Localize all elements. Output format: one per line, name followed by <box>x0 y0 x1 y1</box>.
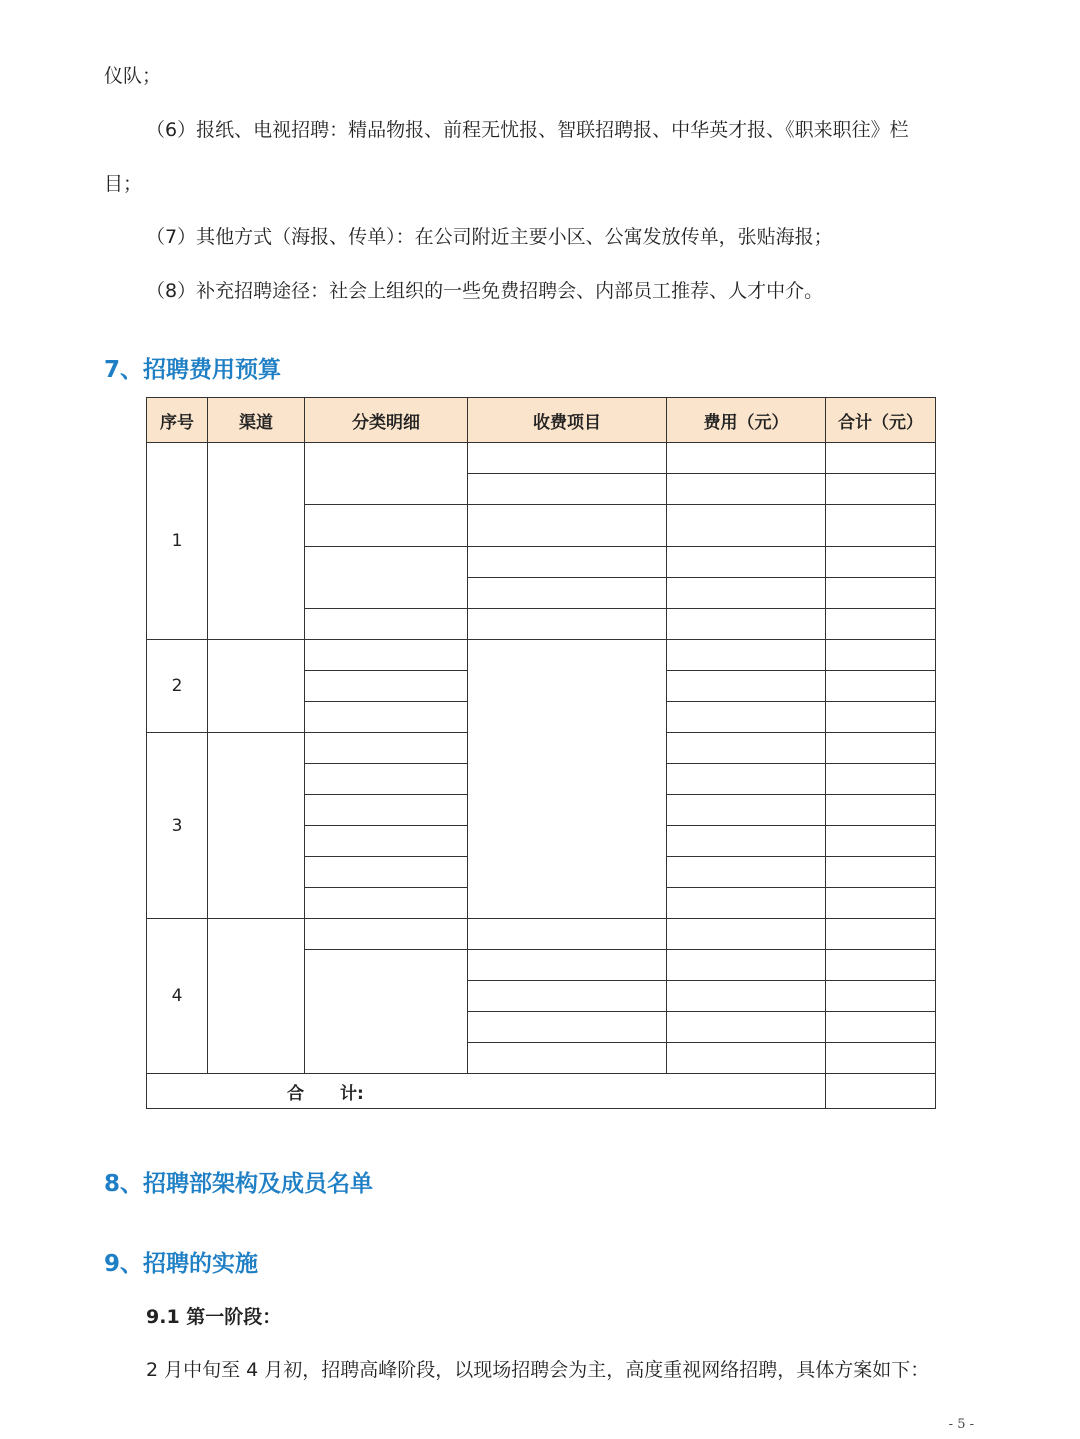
subtotal-cell <box>826 702 936 733</box>
paragraph-newspaper-tv-end: 目； <box>104 173 143 195</box>
subtotal-cell <box>826 826 936 857</box>
paragraph-newspaper-tv: （6）报纸、电视招聘：精品物报、前程无忧报、智联招聘报、中华英才报、《职来职往》栏 <box>146 119 909 141</box>
col-header-channel: 渠道 <box>208 398 305 443</box>
fee-item-cell <box>468 1012 667 1043</box>
group-number: 4 <box>147 919 208 1074</box>
table-total-row <box>147 1074 936 1109</box>
col-header-cost: 费用（元） <box>667 398 826 443</box>
cost-cell <box>667 1012 826 1043</box>
table-row <box>147 443 936 474</box>
cost-cell <box>667 505 826 547</box>
subtotal-cell <box>826 981 936 1012</box>
col-header-subtotal: 合计（元） <box>826 398 936 443</box>
category-cell <box>305 857 468 888</box>
subtotal-cell <box>826 857 936 888</box>
category-cell <box>305 671 468 702</box>
subtotal-cell <box>826 795 936 826</box>
col-header-index: 序号 <box>147 398 208 443</box>
cost-cell <box>667 671 826 702</box>
cost-cell <box>667 609 826 640</box>
fee-item-cell <box>468 547 667 578</box>
category-cell <box>305 826 468 857</box>
fee-item-cell <box>468 1043 667 1074</box>
cost-cell <box>667 640 826 671</box>
subtotal-cell <box>826 1012 936 1043</box>
category-cell <box>305 547 468 609</box>
total-label-b: 计: <box>340 1083 364 1104</box>
subtotal-cell <box>826 950 936 981</box>
paragraph-other-methods: （7）其他方式（海报、传单）：在公司附近主要小区、公寓发放传单，张贴海报； <box>146 226 833 248</box>
subtotal-cell <box>826 671 936 702</box>
cost-cell <box>667 1043 826 1074</box>
channel-cell <box>208 733 305 919</box>
budget-table <box>146 397 936 1109</box>
cost-cell <box>667 764 826 795</box>
page-number: - 5 - <box>948 1417 974 1432</box>
category-cell <box>305 609 468 640</box>
cost-cell <box>667 888 826 919</box>
subtotal-cell <box>826 640 936 671</box>
table-row <box>147 640 936 671</box>
subtotal-cell <box>826 505 936 547</box>
channel-cell <box>208 640 305 733</box>
section-heading-budget: 7、招聘费用预算 <box>104 357 282 383</box>
cost-cell <box>667 702 826 733</box>
paragraph-phase-one: 2 月中旬至 4 月初，招聘高峰阶段，以现场招聘会为主，高度重视网络招聘，具体方案如下： <box>146 1359 930 1381</box>
total-label <box>147 1074 826 1109</box>
cost-cell <box>667 826 826 857</box>
subtotal-cell <box>826 609 936 640</box>
fee-item-cell <box>468 950 667 981</box>
cost-cell <box>667 474 826 505</box>
cost-cell <box>667 857 826 888</box>
fee-item-cell <box>468 609 667 640</box>
col-header-category: 分类明细 <box>305 398 468 443</box>
fee-item-cell <box>468 919 667 950</box>
total-label-a: 合 <box>287 1083 304 1104</box>
cost-cell <box>667 795 826 826</box>
category-cell <box>305 702 468 733</box>
group-number: 3 <box>147 733 208 919</box>
total-value-cell <box>826 1074 936 1109</box>
cost-cell <box>667 919 826 950</box>
cost-cell <box>667 547 826 578</box>
subtotal-cell <box>826 764 936 795</box>
cost-cell <box>667 733 826 764</box>
category-cell <box>305 764 468 795</box>
category-cell <box>305 950 468 1074</box>
section-heading-implementation: 9、招聘的实施 <box>104 1251 259 1277</box>
category-cell <box>305 888 468 919</box>
subtotal-cell <box>826 443 936 474</box>
category-cell <box>305 919 468 950</box>
fee-item-cell <box>468 505 667 547</box>
fee-item-cell <box>468 578 667 609</box>
table-header-row <box>147 398 936 443</box>
subsection-heading-phase-one: 9.1 第一阶段： <box>146 1306 282 1328</box>
cost-cell <box>667 443 826 474</box>
subtotal-cell <box>826 919 936 950</box>
category-cell <box>305 505 468 547</box>
paragraph-continuation: 仪队； <box>104 65 162 87</box>
col-header-fee-item: 收费项目 <box>468 398 667 443</box>
cost-cell <box>667 578 826 609</box>
subtotal-cell <box>826 474 936 505</box>
fee-item-cell <box>468 640 667 919</box>
section-heading-structure: 8、招聘部架构及成员名单 <box>104 1171 374 1197</box>
paragraph-supplementary: （8）补充招聘途径：社会上组织的一些免费招聘会、内部员工推荐、人才中介。 <box>146 280 824 302</box>
group-number: 1 <box>147 443 208 640</box>
subtotal-cell <box>826 733 936 764</box>
channel-cell <box>208 919 305 1074</box>
channel-cell <box>208 443 305 640</box>
fee-item-cell <box>468 981 667 1012</box>
category-cell <box>305 733 468 764</box>
fee-item-cell <box>468 443 667 474</box>
subtotal-cell <box>826 547 936 578</box>
category-cell <box>305 640 468 671</box>
group-number: 2 <box>147 640 208 733</box>
category-cell <box>305 443 468 505</box>
subtotal-cell <box>826 578 936 609</box>
category-cell <box>305 795 468 826</box>
fee-item-cell <box>468 474 667 505</box>
subtotal-cell <box>826 888 936 919</box>
cost-cell <box>667 950 826 981</box>
table-row <box>147 919 936 950</box>
subtotal-cell <box>826 1043 936 1074</box>
cost-cell <box>667 981 826 1012</box>
